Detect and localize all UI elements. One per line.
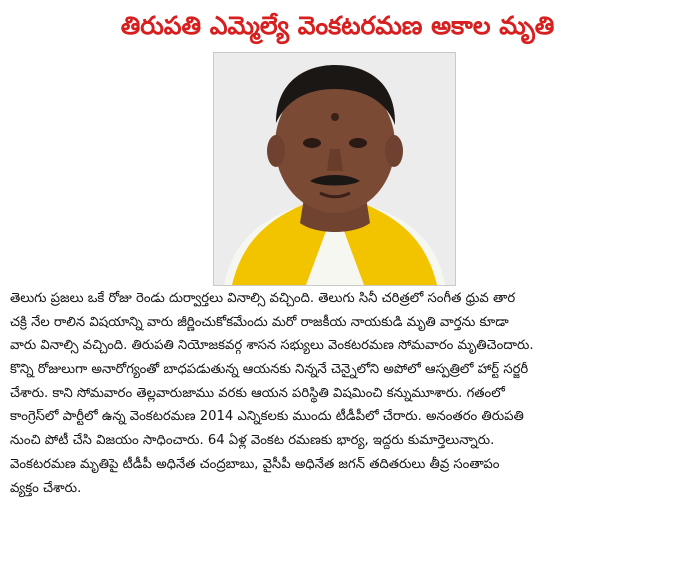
portrait-illustration — [214, 53, 455, 285]
article-line: నుంచి పోటీ చేసి విజయం సాధించారు. 64 ఏళ్ల వెంకట రమణకు భార్య, ఇద్దరు కుమార్తెలున్నారు. — [10, 433, 495, 449]
article-line: కాంగ్రెస్‌లో పార్టీలో ఉన్న వెంకటరమణ 2014 ఎన్నికలకు ముందు టీడీపీలో చేరారు. అనంతరం తిరుపతి — [10, 409, 524, 425]
article-line: వారు వినాల్సి వచ్చింది. తిరుపతి నియోజకవర్గ శాసన సభ్యులు వెంకటరమణ సోమవారం మృతిచెందారు. — [10, 338, 534, 354]
article-line: చేశారు. కాని సోమవారం తెల్లవారుజాము వరకు ఆయన పరిస్థితి విషమించి కన్నుమూశారు. గతంలో — [10, 385, 505, 401]
headline: తిరుపతి ఎమ్మెల్యే వెంకటరమణ అకాల మృతి — [120, 11, 555, 40]
forehead-mark — [331, 113, 339, 121]
portrait-photo — [213, 52, 456, 286]
article-line: వ్యక్తం చేశారు. — [10, 480, 82, 496]
article-line: చక్రి నేల రాలిన విషయాన్ని వారు జీర్ణించుకోకమేందు మరో రాజకీయ నాయకుడి మృతి వార్తను కూడా — [10, 314, 509, 330]
article-line: కొన్ని రోజులుగా అనారోగ్యంతో బాధపడుతున్న ఆయనకు నిన్ననే చెన్నైలోని అపోలో ఆస్పత్రిలో హార్ట్ సర్జరీ — [10, 362, 529, 378]
left-eye — [303, 138, 321, 148]
article-line: వెంకటరమణ మృతిపై టీడీపీ అధినేత చంద్రబాబు, వైసీపీ అధినేత జగన్ తదితరులు తీవ్ర సంతాపం — [10, 456, 500, 472]
article-body — [10, 287, 668, 500]
left-ear — [267, 135, 285, 167]
right-eye — [349, 138, 367, 148]
article-line: తెలుగు ప్రజలు ఒకే రోజు రెండు దుర్వార్తలు వినాల్సి వచ్చింది. తెలుగు సినీ చరిత్రలో సంగీత ధ్రువ తార — [10, 291, 516, 306]
right-ear — [385, 135, 403, 167]
